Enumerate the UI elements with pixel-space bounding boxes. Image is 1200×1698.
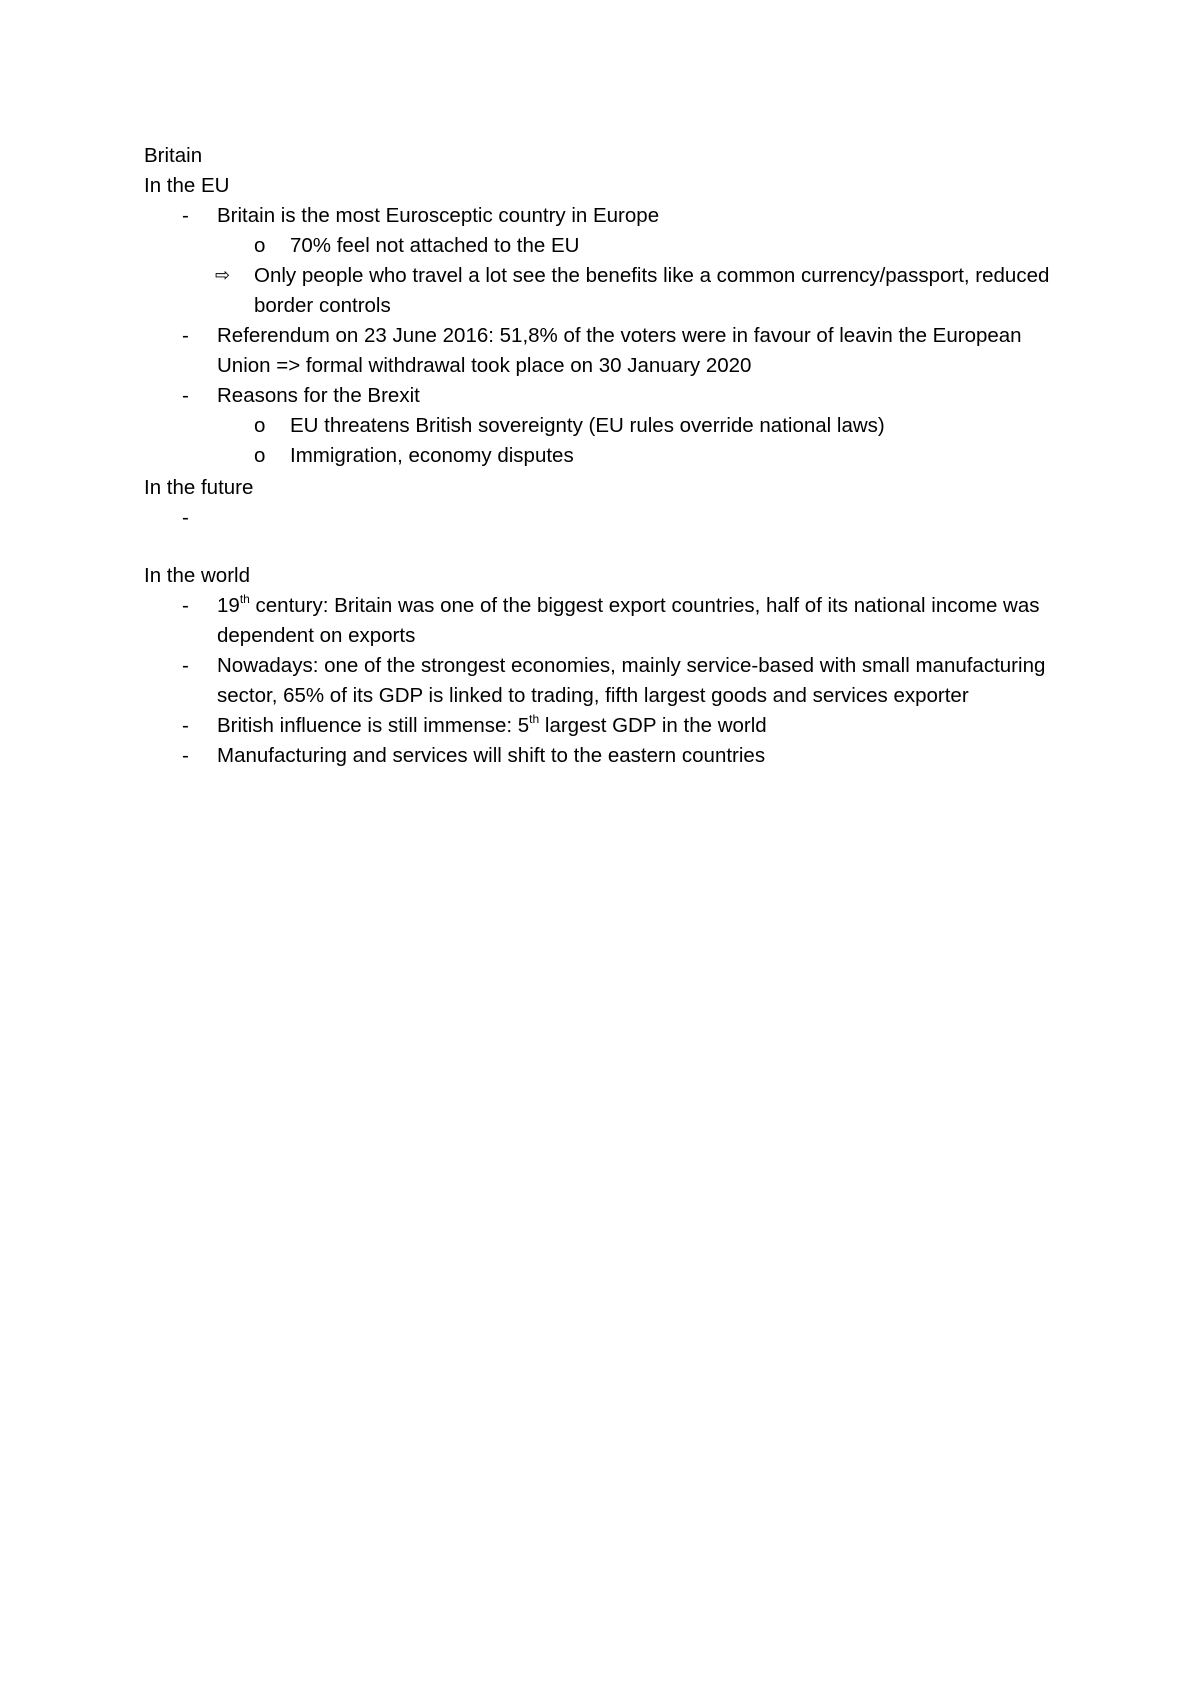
- list-item: [144, 503, 1064, 533]
- list-item-text: 70% feel not attached to the EU: [290, 234, 580, 257]
- list-item-text: EU threatens British sovereignty (EU rules override national laws): [290, 414, 885, 437]
- arrow-bullet-icon: ⇨: [215, 265, 231, 285]
- list-item: [144, 441, 1064, 471]
- dash-bullet: -: [182, 654, 189, 677]
- list-item-text: Only people who travel a lot see the benefits like a common currency/passport, reduced border controls: [254, 264, 1050, 317]
- section-heading-world: In the world: [144, 564, 250, 587]
- dash-bullet: -: [182, 506, 189, 529]
- list-item: [144, 591, 1064, 651]
- dash-bullet: -: [182, 384, 189, 407]
- list-item: [144, 201, 1064, 231]
- circle-bullet: o: [254, 414, 266, 437]
- list-item: [144, 261, 1064, 321]
- list-item: [144, 231, 1064, 261]
- list-item-text: [217, 594, 1040, 647]
- list-item-text-post: largest GDP in the world: [539, 714, 767, 737]
- ordinal-suffix: th: [529, 712, 540, 727]
- world-list: [144, 591, 1064, 771]
- list-item: [144, 381, 1064, 411]
- list-item: [144, 411, 1064, 441]
- century-number: 19: [217, 594, 240, 617]
- ordinal-suffix: th: [239, 592, 250, 607]
- section-heading-eu: In the EU: [144, 174, 230, 197]
- dash-bullet: -: [182, 204, 189, 227]
- document-page: [144, 141, 1064, 771]
- dash-bullet: -: [182, 744, 189, 767]
- list-item-text: [217, 714, 767, 737]
- list-item-text-pre: British influence is still immense: 5: [217, 714, 530, 737]
- dash-bullet: -: [182, 594, 189, 617]
- list-item: [144, 651, 1064, 711]
- dash-bullet: -: [182, 714, 189, 737]
- list-item: [144, 321, 1064, 381]
- circle-bullet: o: [254, 234, 266, 257]
- list-item-text: Manufacturing and services will shift to the eastern countries: [217, 744, 766, 767]
- list-item: [144, 741, 1064, 771]
- dash-bullet: -: [182, 324, 189, 347]
- list-item-text: Referendum on 23 June 2016: 51,8% of the voters were in favour of leavin the European Union => formal withdrawal took place on 30 January 2020: [217, 324, 1022, 377]
- eu-list: [144, 201, 1064, 471]
- future-list: [144, 503, 1064, 533]
- list-item-text-rest: century: Britain was one of the biggest export countries, half of its national income was dependent on exports: [217, 594, 1040, 647]
- list-item-text: Immigration, economy disputes: [290, 444, 574, 467]
- list-item: [144, 711, 1064, 741]
- list-item-text: Reasons for the Brexit: [217, 384, 420, 407]
- section-heading-future: In the future: [144, 476, 254, 499]
- list-item-text: Britain is the most Eurosceptic country in Europe: [217, 204, 660, 227]
- list-item-text: Nowadays: one of the strongest economies, mainly service-based with small manufacturing sector, 65% of its GDP is linked to trading, fifth largest goods and services exporter: [217, 654, 1046, 707]
- circle-bullet: o: [254, 444, 266, 467]
- document-title: Britain: [144, 144, 203, 167]
